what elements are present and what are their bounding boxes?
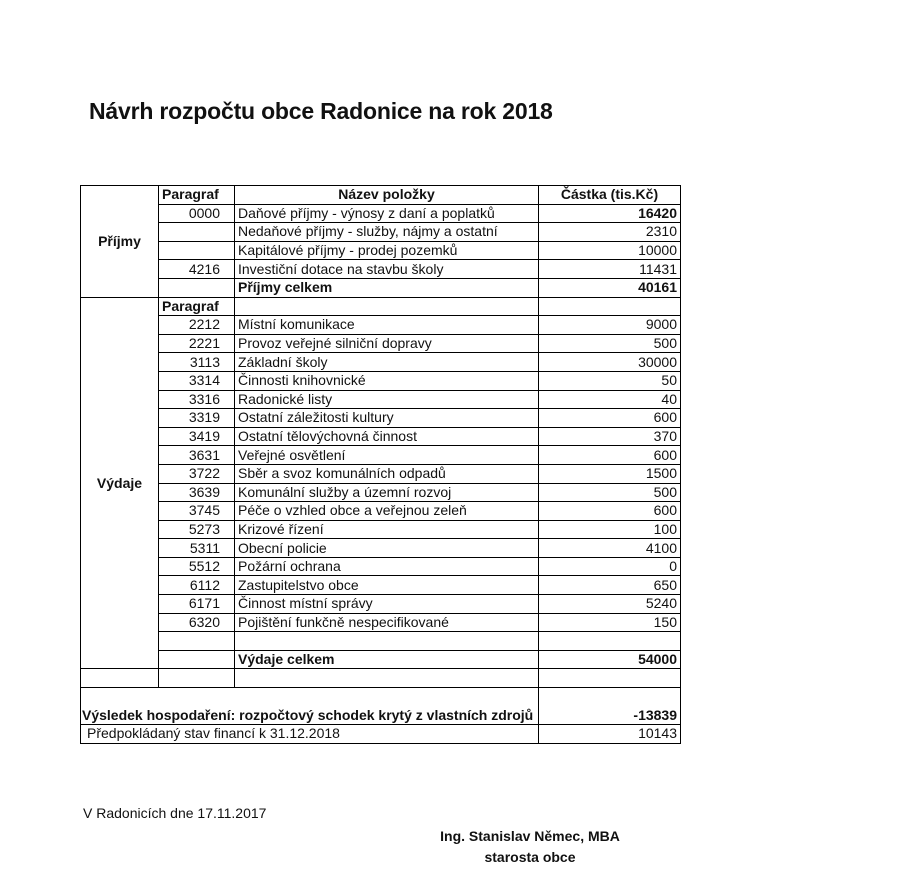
- row-nazev: Požární ochrana: [235, 557, 539, 576]
- row-nazev: Základní školy: [235, 353, 539, 372]
- row-castka: 600: [539, 409, 681, 428]
- row-paragraf: 5311: [159, 539, 235, 558]
- row-nazev: Provoz veřejné silniční dopravy: [235, 334, 539, 353]
- prijmy-total-row: [81, 278, 681, 297]
- table-row: [81, 260, 681, 279]
- empty-cell: [159, 650, 235, 669]
- prijmy-total-label: Příjmy celkem: [235, 278, 539, 297]
- row-nazev: Ostatní záležitosti kultury: [235, 409, 539, 428]
- row-nazev: Ostatní tělovýchovná činnost: [235, 427, 539, 446]
- table-row: [81, 409, 681, 428]
- table-row: [81, 520, 681, 539]
- row-castka: 0: [539, 557, 681, 576]
- empty-cell: [159, 669, 235, 688]
- table-row: [81, 576, 681, 595]
- row-castka: 2310: [539, 223, 681, 242]
- table-row: [81, 390, 681, 409]
- vysledek-label: Výsledek hospodaření: rozpočtový schodek krytý z vlastních zdrojů: [81, 688, 539, 725]
- row-nazev: Pojištění funkčně nespecifikované: [235, 613, 539, 632]
- row-castka: 370: [539, 427, 681, 446]
- row-castka: 600: [539, 446, 681, 465]
- table-row: [81, 427, 681, 446]
- vydaje-total-row: [81, 650, 681, 669]
- row-paragraf: [159, 241, 235, 260]
- empty-cell: [539, 632, 681, 651]
- row-paragraf: 3419: [159, 427, 235, 446]
- vysledek-value: -13839: [539, 688, 681, 725]
- row-nazev: Sběr a svoz komunálních odpadů: [235, 464, 539, 483]
- table-row: [81, 446, 681, 465]
- row-castka: 150: [539, 613, 681, 632]
- table-row: [81, 539, 681, 558]
- vydaje-paragraf-row: [81, 297, 681, 316]
- vydaje-total-value: 54000: [539, 650, 681, 669]
- row-nazev: Nedaňové příjmy - služby, nájmy a ostatní: [235, 223, 539, 242]
- row-castka: 4100: [539, 539, 681, 558]
- table-row: [81, 371, 681, 390]
- prijmy-total-value: 40161: [539, 278, 681, 297]
- row-castka: 30000: [539, 353, 681, 372]
- table-row: [81, 316, 681, 335]
- vydaje-total-label: Výdaje celkem: [235, 650, 539, 669]
- row-nazev: Činnost místní správy: [235, 595, 539, 614]
- row-castka: 100: [539, 520, 681, 539]
- row-nazev: Činnosti knihovnické: [235, 371, 539, 390]
- row-paragraf: 5273: [159, 520, 235, 539]
- table-header-row: [81, 186, 681, 205]
- row-castka: 500: [539, 334, 681, 353]
- row-paragraf: 5512: [159, 557, 235, 576]
- row-nazev: Místní komunikace: [235, 316, 539, 335]
- row-paragraf: 4216: [159, 260, 235, 279]
- signer-name: Ing. Stanislav Němec, MBA: [440, 828, 620, 844]
- empty-cell: [81, 669, 159, 688]
- empty-cell: [235, 632, 539, 651]
- stav-row: [81, 725, 681, 744]
- table-row: [81, 613, 681, 632]
- table-row: [81, 464, 681, 483]
- row-nazev: Daňové příjmy - výnosy z daní a poplatků: [235, 204, 539, 223]
- table-row: [81, 557, 681, 576]
- table-row: [81, 483, 681, 502]
- table-row: [81, 353, 681, 372]
- row-paragraf: 3722: [159, 464, 235, 483]
- row-castka: 500: [539, 483, 681, 502]
- table-row: [81, 223, 681, 242]
- empty-cell: [159, 632, 235, 651]
- row-nazev: Obecní policie: [235, 539, 539, 558]
- empty-cell: [539, 669, 681, 688]
- empty-cell: [235, 669, 539, 688]
- empty-row: [81, 669, 681, 688]
- vydaje-section-label: Výdaje: [81, 297, 159, 669]
- page-title: Návrh rozpočtu obce Radonice na rok 2018: [89, 98, 553, 124]
- row-castka: 10000: [539, 241, 681, 260]
- row-paragraf: 3639: [159, 483, 235, 502]
- row-paragraf: 3316: [159, 390, 235, 409]
- castka-header: Částka (tis.Kč): [539, 186, 681, 205]
- empty-cell: [539, 297, 681, 316]
- row-nazev: Radonické listy: [235, 390, 539, 409]
- row-nazev: Krizové řízení: [235, 520, 539, 539]
- paragraf-header: Paragraf: [159, 186, 235, 205]
- stav-value: 10143: [539, 725, 681, 744]
- row-castka: 16420: [539, 204, 681, 223]
- row-paragraf: 2212: [159, 316, 235, 335]
- row-castka: 50: [539, 371, 681, 390]
- row-paragraf: 3319: [159, 409, 235, 428]
- row-castka: 650: [539, 576, 681, 595]
- empty-cell: [159, 278, 235, 297]
- row-castka: 1500: [539, 464, 681, 483]
- stav-label: Předpokládaný stav financí k 31.12.2018: [81, 725, 539, 744]
- table-row: [81, 204, 681, 223]
- row-paragraf: 3745: [159, 502, 235, 521]
- row-castka: 9000: [539, 316, 681, 335]
- signer-role: starosta obce: [484, 849, 576, 865]
- row-castka: 11431: [539, 260, 681, 279]
- row-castka: 40: [539, 390, 681, 409]
- table-row: [81, 502, 681, 521]
- row-paragraf: 3113: [159, 353, 235, 372]
- row-nazev: Investiční dotace na stavbu školy: [235, 260, 539, 279]
- row-castka: 5240: [539, 595, 681, 614]
- row-nazev: Veřejné osvětlení: [235, 446, 539, 465]
- prijmy-section-label: Příjmy: [81, 186, 159, 298]
- empty-row: [81, 632, 681, 651]
- row-paragraf: 6171: [159, 595, 235, 614]
- nazev-header: Název položky: [235, 186, 539, 205]
- place-date: V Radonicích dne 17.11.2017: [83, 805, 267, 821]
- table-row: [81, 334, 681, 353]
- row-paragraf: 2221: [159, 334, 235, 353]
- row-nazev: Péče o vzhled obce a veřejnou zeleň: [235, 502, 539, 521]
- signature-block: [395, 826, 665, 868]
- row-paragraf: [159, 223, 235, 242]
- row-nazev: Komunální služby a územní rozvoj: [235, 483, 539, 502]
- row-paragraf: 6320: [159, 613, 235, 632]
- row-paragraf: 6112: [159, 576, 235, 595]
- empty-cell: [235, 297, 539, 316]
- row-paragraf: 0000: [159, 204, 235, 223]
- row-castka: 600: [539, 502, 681, 521]
- row-paragraf: 3631: [159, 446, 235, 465]
- budget-table: [80, 185, 681, 744]
- paragraf-header: Paragraf: [159, 297, 235, 316]
- table-row: [81, 241, 681, 260]
- table-row: [81, 595, 681, 614]
- row-paragraf: 3314: [159, 371, 235, 390]
- vysledek-row: [81, 688, 681, 725]
- row-nazev: Zastupitelstvo obce: [235, 576, 539, 595]
- row-nazev: Kapitálové příjmy - prodej pozemků: [235, 241, 539, 260]
